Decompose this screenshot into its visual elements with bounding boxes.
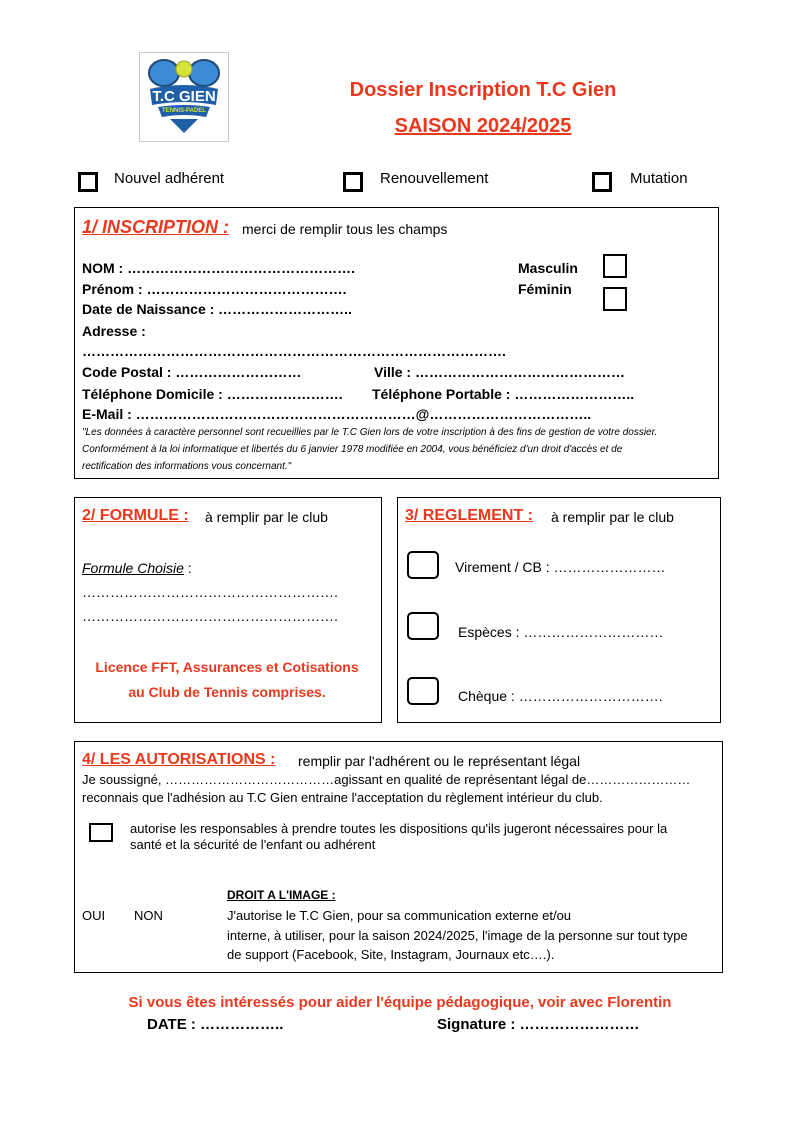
ville-field[interactable]: Ville : ………………………………………: [374, 364, 625, 380]
telephone-domicile-field[interactable]: Téléphone Domicile : …………………….: [82, 386, 343, 402]
non-option[interactable]: NON: [134, 908, 163, 923]
autorisations-subtitle: remplir par l'adhérent ou le représentant légal: [298, 753, 581, 769]
formule-note-line1: Licence FFT, Assurances et Cotisations: [95, 659, 359, 675]
virement-checkbox[interactable]: [407, 551, 439, 579]
signature-field[interactable]: Signature : ……………………: [437, 1016, 640, 1033]
inscription-heading: 1/ INSCRIPTION :: [82, 217, 230, 237]
adresse-label: Adresse :: [82, 323, 146, 339]
telephone-portable-field[interactable]: Téléphone Portable : ……………………..: [372, 386, 635, 402]
droit-image-text-line3: de support (Facebook, Site, Instagram, Journaux etc….).: [227, 947, 555, 962]
formule-line-1[interactable]: ……………………………………………….: [82, 584, 338, 600]
adresse-field[interactable]: ……………………………………………………………………………….: [82, 343, 506, 359]
prenom-field[interactable]: Prénom : …………………………………….: [82, 281, 347, 297]
especes-field[interactable]: Espèces : …………………………: [458, 624, 664, 640]
inscription-subtitle: merci de remplir tous les champs: [242, 221, 448, 237]
email-field[interactable]: E-Mail : ……………………………………………………@……………………………..: [82, 406, 592, 422]
feminin-label: Féminin: [518, 281, 572, 297]
formule-heading: 2/ FORMULE :: [82, 507, 189, 524]
logo-text: T.C GIEN: [152, 88, 216, 105]
volunteer-note: Si vous êtes intéressés pour aider l'équipe pédagogique, voir avec Florentin: [128, 994, 672, 1011]
feminin-checkbox[interactable]: [603, 287, 627, 311]
especes-checkbox[interactable]: [407, 612, 439, 640]
renouvellement-checkbox[interactable]: [343, 172, 363, 192]
droit-image-title: DROIT A L'IMAGE :: [227, 888, 336, 902]
formule-note-line2: au Club de Tennis comprises.: [128, 684, 326, 700]
soussigne-line[interactable]: Je soussigné, …………………………………agissant en qualité de représentant légal de……………………: [82, 772, 691, 787]
nouvel-adherent-label: Nouvel adhérent: [114, 170, 225, 187]
privacy-notice-line1: "Les données à caractère personnel sont recueillies par le T.C Gien lors de votre inscription à des fins de gestion de votre dossier.: [82, 427, 658, 438]
mutation-label: Mutation: [630, 170, 688, 187]
formule-line-2[interactable]: ……………………………………………….: [82, 608, 338, 624]
autorisation-text-line2: santé et la sécurité de l'enfant ou adhérent: [130, 837, 376, 852]
club-logo: [139, 52, 229, 142]
date-naissance-field[interactable]: Date de Naissance : ………………………..: [82, 301, 352, 317]
autorisation-text-line1: autorise les responsables à prendre toutes les dispositions qu'ils jugeront nécessaires pour la: [130, 821, 668, 836]
privacy-notice-line3: rectification des informations vous concernant.": [82, 461, 292, 472]
nom-field[interactable]: NOM : ………………………………………….: [82, 260, 355, 276]
page-title: Dossier Inscription T.C Gien: [349, 79, 617, 101]
logo-subtext: TENNIS-PADEL: [162, 108, 206, 114]
nouvel-adherent-checkbox[interactable]: [78, 172, 98, 192]
masculin-checkbox[interactable]: [603, 254, 627, 278]
autorisations-heading: 4/ LES AUTORISATIONS :: [82, 751, 276, 768]
oui-option[interactable]: OUI: [82, 908, 106, 923]
cheque-field[interactable]: Chèque : ………………………….: [458, 688, 663, 704]
reglement-heading: 3/ REGLEMENT :: [405, 507, 534, 524]
privacy-notice-line2: Conformément à la loi informatique et libertés du 6 janvier 1978 modifiée en 2004, vous bénéficiez d'un droit d'accès et de: [82, 444, 623, 455]
renouvellement-label: Renouvellement: [380, 170, 489, 187]
droit-image-text-line1: J'autorise le T.C Gien, pour sa communication externe et/ou: [227, 908, 572, 923]
virement-field[interactable]: Virement / CB : ……………………: [455, 559, 666, 575]
formule-subtitle: à remplir par le club: [205, 509, 328, 525]
masculin-label: Masculin: [518, 260, 578, 276]
droit-image-text-line2: interne, à utiliser, pour la saison 2024/2025, l'image de la personne sur tout type: [227, 928, 688, 943]
code-postal-field[interactable]: Code Postal : ………………………: [82, 364, 302, 380]
reglement-subtitle: à remplir par le club: [551, 509, 674, 525]
reglement-interieur-line: reconnais que l'adhésion au T.C Gien entraine l'acceptation du règlement intérieur du club.: [82, 790, 603, 805]
mutation-checkbox[interactable]: [592, 172, 612, 192]
cheque-checkbox[interactable]: [407, 677, 439, 705]
season-title: SAISON 2024/2025: [394, 115, 572, 137]
formule-choisie-label: Formule Choisie :: [82, 560, 192, 576]
date-field[interactable]: DATE : ……………..: [147, 1016, 284, 1033]
autorisation-checkbox[interactable]: [89, 823, 113, 842]
